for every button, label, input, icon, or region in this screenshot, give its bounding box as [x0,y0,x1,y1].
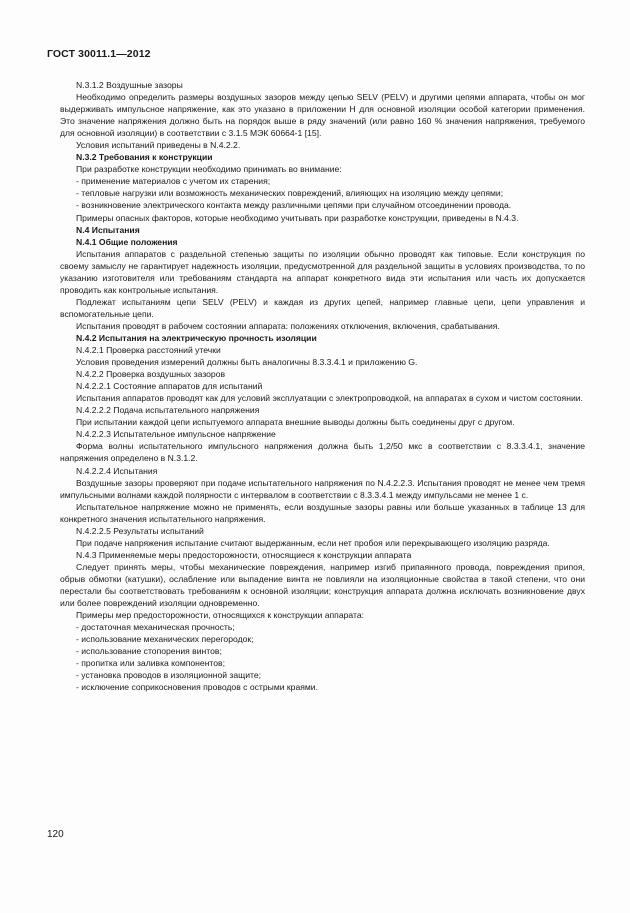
document-header: ГОСТ 30011.1—2012 [47,48,151,60]
body-paragraph: Подлежат испытаниям цепи SELV (PELV) и каждая из других цепей, например главные цепи, цепи управления и вспомогательные цепи. [60,296,585,319]
subsection-heading: N.4.2.2.3 Испытательное импульсное напряжение [76,429,276,440]
list-item: - возникновение электрического контакта между различными цепями при случайном отсоединении провода. [76,200,512,211]
subsection-heading: N.4.2.2.4 Испытания [76,465,158,476]
list-item: - достаточная механическая прочность; [76,622,235,633]
subsection-heading: N.4.2.2.2 Подача испытательного напряжения [76,405,260,416]
body-paragraph: Испытания аппаратов с раздельной степенью защиты по изоляции обычно проводят как типовые. Если конструкция по своему замыслу не гарантирует надежность изоляции, предусмотренной для раздельной защиты в условиях производства, то по указанию изготовителя или требованиям стандарта на аппарат конкретного вида эти испытания или часть их допускается проводить как контрольные испытания. [60,248,585,295]
body-paragraph: Условия проведения измерений должны быть аналогичны 8.3.3.4.1 и приложению G. [76,357,418,368]
body-paragraph: Следует принять меры, чтобы механические повреждения, например изгиб припаянного провода, повреждения припоя, обрыв обмотки (катушки), ослабление или выпадение винта не повлияли на изоляционные свойства в такой степени, что они перестали бы соответствовать требованиям к основной изоляции; конструкция аппарата должна исключать возникновение двух или более повреждений изоляции одновременно. [60,561,585,609]
body-paragraph: Условия испытаний приведены в N.4.2.2. [76,140,241,151]
list-item: - пропитка или заливка компонентов; [76,658,226,669]
list-item: - использование механических перегородок; [76,634,254,645]
list-item: - исключение соприкосновения проводов с острыми краями. [76,682,318,693]
section-heading: N.3.2 Требования к конструкции [76,152,213,163]
body-paragraph: Форма волны испытательного импульсного напряжения должна быть 1,2/50 мкс в соответствии с 8.3.3.4.1, значение напряжения определено в N.3.1.2. [60,441,585,464]
body-paragraph: При испытании каждой цепи испытуемого аппарата внешние выводы должны быть соединены друг с другом. [76,417,515,428]
section-heading: N.4 Испытания [76,224,140,235]
list-item: - тепловые нагрузки или возможность механических повреждений, влияющих на изоляцию между цепями; [76,188,504,199]
list-item: - установка проводов в изоляционной защите; [76,670,262,681]
body-paragraph: При разработке конструкции необходимо принимать во внимание: [76,164,342,175]
body-paragraph: Воздушные зазоры проверяют при подаче испытательного напряжения по N.4.2.2.3. Испытания проводят не менее чем тремя импульсными волнами каждой полярности с интервалом в соответствии с 8.3.3.4.1 между импульсами не менее 1 с. [60,477,585,500]
subsection-heading: N.3.1.2 Воздушные зазоры [76,80,183,90]
subsection-heading: N.4.2.2.5 Результаты испытаний [76,525,204,536]
body-paragraph: Испытания аппаратов проводят как для условий эксплуатации с электропроводкой, на аппаратах в сухом и чистом состоянии. [76,393,583,404]
subsection-heading: N.4.2.2 Проверка воздушных зазоров [76,369,226,380]
body-paragraph: Примеры мер предосторожности, относящихся к конструкции аппарата: [76,610,364,621]
list-item: - использование стопорения винтов; [76,646,222,657]
body-paragraph: Примеры опасных факторов, которые необходимо учитывать при разработке конструкции, приведены в N.4.3. [76,212,519,223]
subsection-heading: N.4.3 Применяемые меры предосторожности, относящиеся к конструкции аппарата [76,549,412,560]
body-paragraph: Необходимо определить размеры воздушных зазоров между цепью SELV (PELV) и другими цепями аппарата, чтобы он мог выдерживать импульсное напряжение, как это указано в приложении Н для основной изоляции особой категории применения. Это значение напряжения должно быть на порядок выше в ряду значений (или равно 160 % значения напряжения, требуемого для основной изоляции) в соответствии с 3.1.5 МЭК 60664-1 [15]. [60,92,585,139]
body-paragraph: При подаче напряжения испытание считают выдержанным, если нет пробоя или перекрывающего изоляцию разряда. [76,537,550,548]
section-heading: N.4.1 Общие положения [76,236,178,247]
document-body [60,79,585,693]
subsection-heading: N.4.2.2.1 Состояние аппаратов для испытаний [76,381,263,392]
page-number: 120 [47,829,64,840]
list-item: - применение материалов с учетом их старения; [76,176,271,187]
subsection-heading: N.4.2.1 Проверка расстояний утечки [76,345,221,356]
body-paragraph: Испытания проводят в рабочем состоянии аппарата: положениях отключения, включения, срабатывания. [76,320,500,331]
section-heading: N.4.2 Испытания на электрическую прочность изоляции [76,332,317,343]
body-paragraph: Испытательное напряжение можно не применять, если воздушные зазоры равны или больше указанных в таблице 13 для конкретного значения испытательного напряжения. [60,501,585,524]
